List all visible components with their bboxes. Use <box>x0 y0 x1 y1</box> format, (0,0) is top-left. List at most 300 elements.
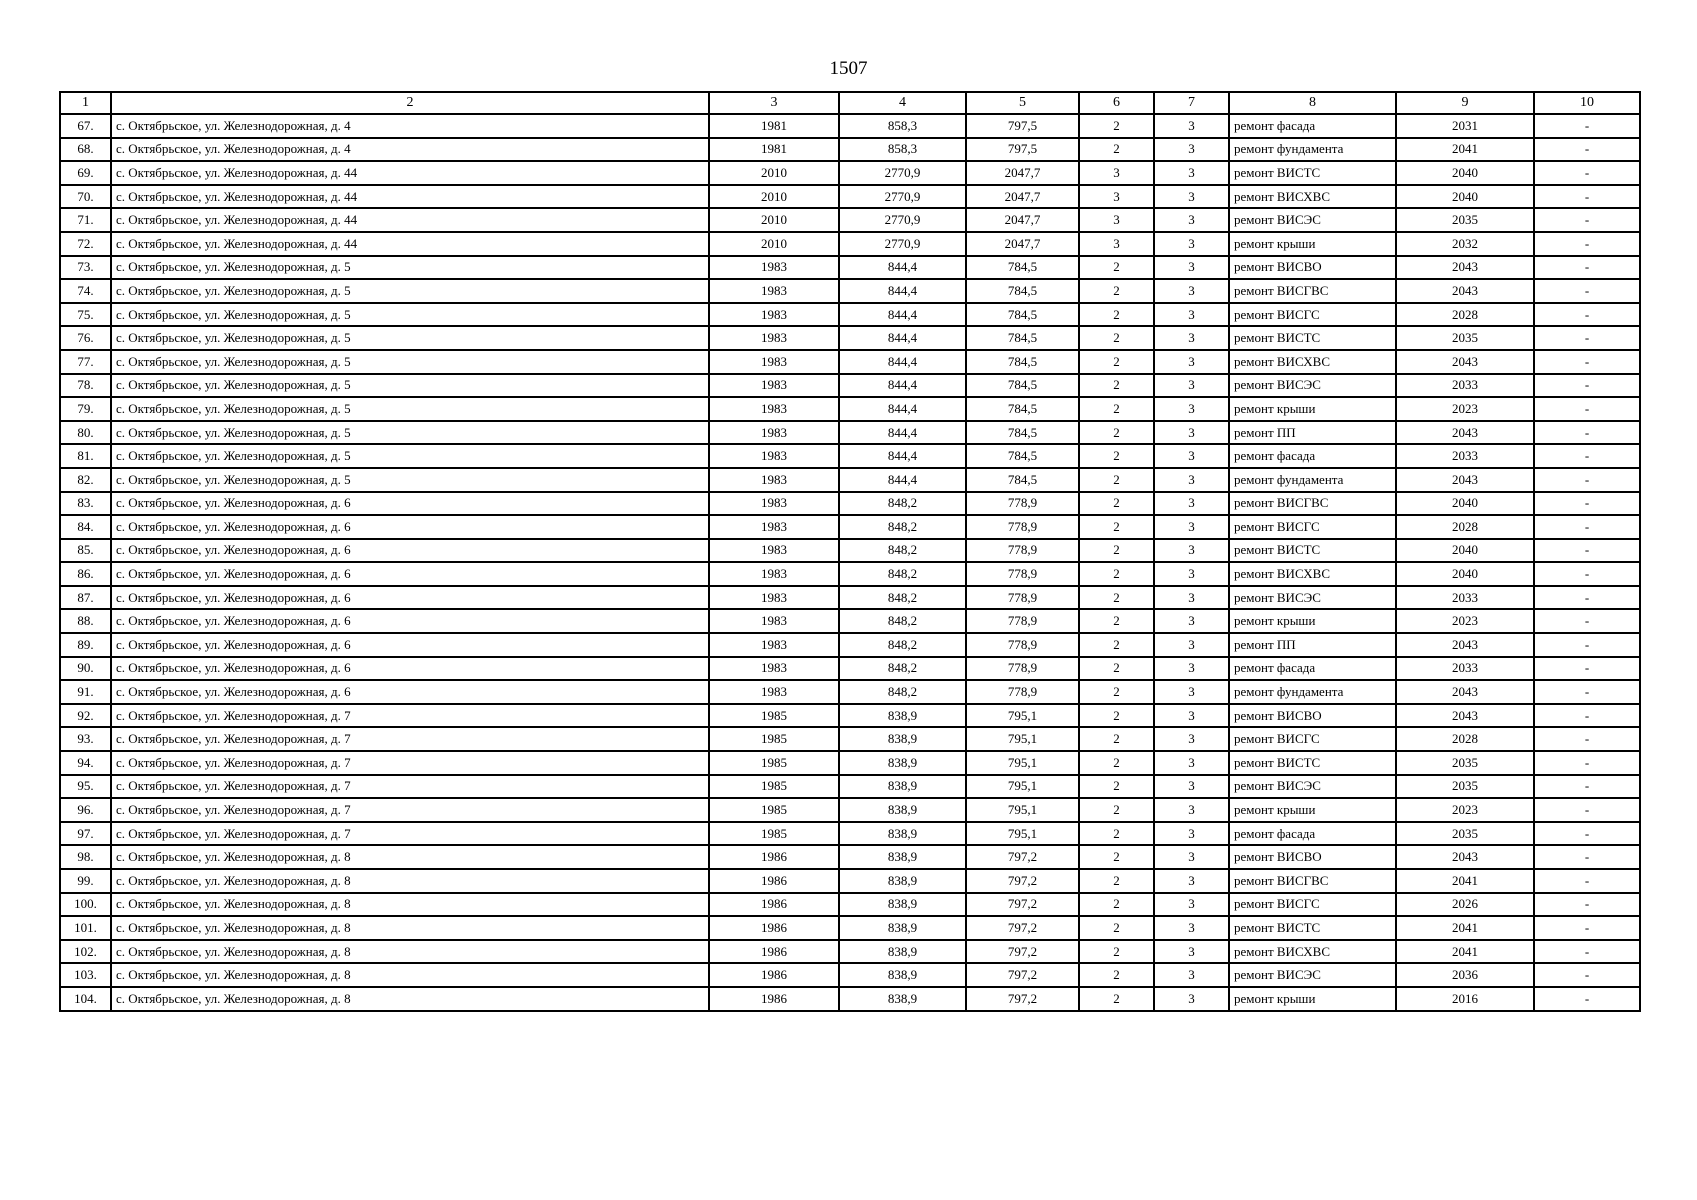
row-number-cell: 104. <box>60 987 111 1011</box>
col10-cell: - <box>1534 680 1640 704</box>
floors-cell: 2 <box>1079 657 1154 681</box>
floors-cell: 2 <box>1079 916 1154 940</box>
floors-cell: 2 <box>1079 869 1154 893</box>
planned-year-cell: 2043 <box>1396 350 1534 374</box>
floors-cell: 2 <box>1079 775 1154 799</box>
total-area-cell: 844,4 <box>839 303 966 327</box>
table-row <box>60 492 1640 516</box>
planned-year-cell: 2026 <box>1396 893 1534 917</box>
col10-cell: - <box>1534 751 1640 775</box>
planned-year-cell: 2040 <box>1396 492 1534 516</box>
row-number-cell: 75. <box>60 303 111 327</box>
column-header-2: 2 <box>111 92 709 114</box>
address-cell: с. Октябрьское, ул. Железнодорожная, д. 5 <box>111 350 709 374</box>
column-header-3: 3 <box>709 92 839 114</box>
table-row <box>60 586 1640 610</box>
col7-cell: 3 <box>1154 609 1229 633</box>
work-type-cell: ремонт крыши <box>1229 798 1396 822</box>
work-type-cell: ремонт ВИСТС <box>1229 751 1396 775</box>
address-cell: с. Октябрьское, ул. Железнодорожная, д. 7 <box>111 704 709 728</box>
row-number-cell: 98. <box>60 845 111 869</box>
total-area-cell: 838,9 <box>839 704 966 728</box>
address-cell: с. Октябрьское, ул. Железнодорожная, д. 7 <box>111 727 709 751</box>
planned-year-cell: 2035 <box>1396 751 1534 775</box>
table-row <box>60 609 1640 633</box>
living-area-cell: 784,5 <box>966 444 1079 468</box>
living-area-cell: 778,9 <box>966 562 1079 586</box>
col7-cell: 3 <box>1154 586 1229 610</box>
total-area-cell: 844,4 <box>839 256 966 280</box>
planned-year-cell: 2043 <box>1396 680 1534 704</box>
work-type-cell: ремонт крыши <box>1229 397 1396 421</box>
planned-year-cell: 2033 <box>1396 444 1534 468</box>
col10-cell: - <box>1534 138 1640 162</box>
col10-cell: - <box>1534 515 1640 539</box>
table-row <box>60 727 1640 751</box>
address-cell: с. Октябрьское, ул. Железнодорожная, д. 7 <box>111 775 709 799</box>
work-type-cell: ремонт ПП <box>1229 421 1396 445</box>
row-number-cell: 92. <box>60 704 111 728</box>
floors-cell: 2 <box>1079 680 1154 704</box>
planned-year-cell: 2040 <box>1396 562 1534 586</box>
planned-year-cell: 2035 <box>1396 822 1534 846</box>
row-number-cell: 70. <box>60 185 111 209</box>
year-cell: 1985 <box>709 751 839 775</box>
year-cell: 1981 <box>709 114 839 138</box>
year-cell: 1983 <box>709 633 839 657</box>
col10-cell: - <box>1534 987 1640 1011</box>
col10-cell: - <box>1534 940 1640 964</box>
col7-cell: 3 <box>1154 893 1229 917</box>
table-row <box>60 869 1640 893</box>
planned-year-cell: 2043 <box>1396 279 1534 303</box>
column-header-5: 5 <box>966 92 1079 114</box>
year-cell: 1983 <box>709 680 839 704</box>
total-area-cell: 838,9 <box>839 963 966 987</box>
work-type-cell: ремонт ВИСЭС <box>1229 374 1396 398</box>
work-type-cell: ремонт ВИСЭС <box>1229 586 1396 610</box>
year-cell: 1986 <box>709 916 839 940</box>
row-number-cell: 89. <box>60 633 111 657</box>
row-number-cell: 77. <box>60 350 111 374</box>
living-area-cell: 778,9 <box>966 539 1079 563</box>
planned-year-cell: 2028 <box>1396 303 1534 327</box>
living-area-cell: 778,9 <box>966 492 1079 516</box>
planned-year-cell: 2032 <box>1396 232 1534 256</box>
table-row <box>60 562 1640 586</box>
col7-cell: 3 <box>1154 492 1229 516</box>
year-cell: 1983 <box>709 279 839 303</box>
total-area-cell: 848,2 <box>839 586 966 610</box>
col10-cell: - <box>1534 303 1640 327</box>
col10-cell: - <box>1534 916 1640 940</box>
year-cell: 1983 <box>709 492 839 516</box>
row-number-cell: 74. <box>60 279 111 303</box>
col10-cell: - <box>1534 492 1640 516</box>
row-number-cell: 93. <box>60 727 111 751</box>
living-area-cell: 797,2 <box>966 987 1079 1011</box>
year-cell: 2010 <box>709 185 839 209</box>
col7-cell: 3 <box>1154 114 1229 138</box>
row-number-cell: 87. <box>60 586 111 610</box>
col10-cell: - <box>1534 374 1640 398</box>
row-number-cell: 95. <box>60 775 111 799</box>
year-cell: 1985 <box>709 798 839 822</box>
col10-cell: - <box>1534 586 1640 610</box>
total-area-cell: 2770,9 <box>839 232 966 256</box>
col7-cell: 3 <box>1154 869 1229 893</box>
floors-cell: 3 <box>1079 161 1154 185</box>
table-row <box>60 421 1640 445</box>
table-row <box>60 845 1640 869</box>
row-number-cell: 76. <box>60 326 111 350</box>
table-body <box>60 114 1640 1011</box>
year-cell: 1986 <box>709 987 839 1011</box>
row-number-cell: 82. <box>60 468 111 492</box>
floors-cell: 2 <box>1079 421 1154 445</box>
year-cell: 1983 <box>709 374 839 398</box>
address-cell: с. Октябрьское, ул. Железнодорожная, д. 8 <box>111 893 709 917</box>
floors-cell: 2 <box>1079 586 1154 610</box>
living-area-cell: 797,5 <box>966 114 1079 138</box>
table-row <box>60 303 1640 327</box>
floors-cell: 2 <box>1079 798 1154 822</box>
year-cell: 2010 <box>709 232 839 256</box>
table-row <box>60 657 1640 681</box>
planned-year-cell: 2043 <box>1396 704 1534 728</box>
col10-cell: - <box>1534 350 1640 374</box>
floors-cell: 2 <box>1079 350 1154 374</box>
address-cell: с. Октябрьское, ул. Железнодорожная, д. 5 <box>111 397 709 421</box>
floors-cell: 2 <box>1079 374 1154 398</box>
total-area-cell: 2770,9 <box>839 208 966 232</box>
col10-cell: - <box>1534 232 1640 256</box>
address-cell: с. Октябрьское, ул. Железнодорожная, д. 5 <box>111 468 709 492</box>
row-number-cell: 71. <box>60 208 111 232</box>
address-cell: с. Октябрьское, ул. Железнодорожная, д. 5 <box>111 326 709 350</box>
living-area-cell: 784,5 <box>966 326 1079 350</box>
table-header-row <box>60 92 1640 114</box>
table-row <box>60 256 1640 280</box>
planned-year-cell: 2033 <box>1396 374 1534 398</box>
address-cell: с. Октябрьское, ул. Железнодорожная, д. 6 <box>111 515 709 539</box>
address-cell: с. Октябрьское, ул. Железнодорожная, д. 44 <box>111 185 709 209</box>
planned-year-cell: 2028 <box>1396 727 1534 751</box>
table-row <box>60 680 1640 704</box>
row-number-cell: 68. <box>60 138 111 162</box>
planned-year-cell: 2041 <box>1396 916 1534 940</box>
row-number-cell: 103. <box>60 963 111 987</box>
living-area-cell: 784,5 <box>966 421 1079 445</box>
table-row <box>60 397 1640 421</box>
row-number-cell: 67. <box>60 114 111 138</box>
work-type-cell: ремонт ВИСГС <box>1229 303 1396 327</box>
table-row <box>60 798 1640 822</box>
floors-cell: 2 <box>1079 727 1154 751</box>
work-type-cell: ремонт ВИСЭС <box>1229 208 1396 232</box>
table-row <box>60 114 1640 138</box>
col7-cell: 3 <box>1154 374 1229 398</box>
planned-year-cell: 2041 <box>1396 138 1534 162</box>
table-row <box>60 539 1640 563</box>
total-area-cell: 848,2 <box>839 657 966 681</box>
living-area-cell: 795,1 <box>966 775 1079 799</box>
planned-year-cell: 2040 <box>1396 539 1534 563</box>
table-row <box>60 185 1640 209</box>
year-cell: 1986 <box>709 940 839 964</box>
col7-cell: 3 <box>1154 845 1229 869</box>
col10-cell: - <box>1534 963 1640 987</box>
work-type-cell: ремонт ВИСВО <box>1229 845 1396 869</box>
year-cell: 2010 <box>709 208 839 232</box>
year-cell: 1983 <box>709 539 839 563</box>
total-area-cell: 844,4 <box>839 279 966 303</box>
year-cell: 1981 <box>709 138 839 162</box>
planned-year-cell: 2023 <box>1396 798 1534 822</box>
col10-cell: - <box>1534 845 1640 869</box>
address-cell: с. Октябрьское, ул. Железнодорожная, д. 5 <box>111 421 709 445</box>
living-area-cell: 778,9 <box>966 515 1079 539</box>
year-cell: 1983 <box>709 657 839 681</box>
address-cell: с. Октябрьское, ул. Железнодорожная, д. 6 <box>111 680 709 704</box>
col7-cell: 3 <box>1154 798 1229 822</box>
floors-cell: 2 <box>1079 279 1154 303</box>
floors-cell: 2 <box>1079 468 1154 492</box>
planned-year-cell: 2035 <box>1396 208 1534 232</box>
floors-cell: 2 <box>1079 326 1154 350</box>
total-area-cell: 838,9 <box>839 822 966 846</box>
table-row <box>60 751 1640 775</box>
column-header-9: 9 <box>1396 92 1534 114</box>
address-cell: с. Октябрьское, ул. Железнодорожная, д. 6 <box>111 539 709 563</box>
total-area-cell: 848,2 <box>839 562 966 586</box>
row-number-cell: 78. <box>60 374 111 398</box>
col7-cell: 3 <box>1154 185 1229 209</box>
living-area-cell: 778,9 <box>966 633 1079 657</box>
col7-cell: 3 <box>1154 751 1229 775</box>
floors-cell: 2 <box>1079 397 1154 421</box>
planned-year-cell: 2040 <box>1396 185 1534 209</box>
col7-cell: 3 <box>1154 539 1229 563</box>
col10-cell: - <box>1534 609 1640 633</box>
col10-cell: - <box>1534 869 1640 893</box>
address-cell: с. Октябрьское, ул. Железнодорожная, д. 44 <box>111 161 709 185</box>
col7-cell: 3 <box>1154 963 1229 987</box>
year-cell: 1983 <box>709 609 839 633</box>
work-type-cell: ремонт ВИСГВС <box>1229 869 1396 893</box>
living-area-cell: 784,5 <box>966 256 1079 280</box>
living-area-cell: 778,9 <box>966 657 1079 681</box>
living-area-cell: 795,1 <box>966 727 1079 751</box>
work-type-cell: ремонт крыши <box>1229 987 1396 1011</box>
total-area-cell: 838,9 <box>839 869 966 893</box>
col7-cell: 3 <box>1154 326 1229 350</box>
total-area-cell: 848,2 <box>839 539 966 563</box>
col10-cell: - <box>1534 633 1640 657</box>
table-row <box>60 515 1640 539</box>
row-number-cell: 99. <box>60 869 111 893</box>
page-number: 1507 <box>829 58 868 79</box>
table-row <box>60 444 1640 468</box>
work-type-cell: ремонт крыши <box>1229 232 1396 256</box>
address-cell: с. Октябрьское, ул. Железнодорожная, д. 44 <box>111 208 709 232</box>
col7-cell: 3 <box>1154 397 1229 421</box>
col7-cell: 3 <box>1154 138 1229 162</box>
row-number-cell: 100. <box>60 893 111 917</box>
col7-cell: 3 <box>1154 421 1229 445</box>
year-cell: 1983 <box>709 303 839 327</box>
planned-year-cell: 2043 <box>1396 633 1534 657</box>
total-area-cell: 844,4 <box>839 326 966 350</box>
planned-year-cell: 2035 <box>1396 775 1534 799</box>
planned-year-cell: 2043 <box>1396 845 1534 869</box>
year-cell: 1983 <box>709 444 839 468</box>
total-area-cell: 858,3 <box>839 114 966 138</box>
planned-year-cell: 2040 <box>1396 161 1534 185</box>
row-number-cell: 84. <box>60 515 111 539</box>
planned-year-cell: 2016 <box>1396 987 1534 1011</box>
address-cell: с. Октябрьское, ул. Железнодорожная, д. 4 <box>111 114 709 138</box>
work-type-cell: ремонт фасада <box>1229 822 1396 846</box>
living-area-cell: 795,1 <box>966 798 1079 822</box>
floors-cell: 3 <box>1079 185 1154 209</box>
total-area-cell: 838,9 <box>839 775 966 799</box>
living-area-cell: 778,9 <box>966 609 1079 633</box>
address-cell: с. Октябрьское, ул. Железнодорожная, д. 8 <box>111 845 709 869</box>
address-cell: с. Октябрьское, ул. Железнодорожная, д. 4 <box>111 138 709 162</box>
col7-cell: 3 <box>1154 916 1229 940</box>
planned-year-cell: 2041 <box>1396 940 1534 964</box>
floors-cell: 2 <box>1079 444 1154 468</box>
table-row <box>60 138 1640 162</box>
col10-cell: - <box>1534 421 1640 445</box>
address-cell: с. Октябрьское, ул. Железнодорожная, д. 44 <box>111 232 709 256</box>
table-row <box>60 704 1640 728</box>
floors-cell: 2 <box>1079 138 1154 162</box>
floors-cell: 2 <box>1079 751 1154 775</box>
table-row <box>60 940 1640 964</box>
address-cell: с. Октябрьское, ул. Железнодорожная, д. 5 <box>111 279 709 303</box>
col7-cell: 3 <box>1154 303 1229 327</box>
col10-cell: - <box>1534 397 1640 421</box>
work-type-cell: ремонт ВИСВО <box>1229 704 1396 728</box>
address-cell: с. Октябрьское, ул. Железнодорожная, д. 8 <box>111 987 709 1011</box>
table-row <box>60 208 1640 232</box>
total-area-cell: 848,2 <box>839 680 966 704</box>
work-type-cell: ремонт ПП <box>1229 633 1396 657</box>
address-cell: с. Октябрьское, ул. Железнодорожная, д. 5 <box>111 374 709 398</box>
living-area-cell: 795,1 <box>966 751 1079 775</box>
table-row <box>60 326 1640 350</box>
planned-year-cell: 2043 <box>1396 256 1534 280</box>
total-area-cell: 838,9 <box>839 893 966 917</box>
year-cell: 1986 <box>709 845 839 869</box>
col7-cell: 3 <box>1154 232 1229 256</box>
address-cell: с. Октябрьское, ул. Железнодорожная, д. 5 <box>111 444 709 468</box>
col10-cell: - <box>1534 798 1640 822</box>
table-row <box>60 775 1640 799</box>
total-area-cell: 848,2 <box>839 492 966 516</box>
floors-cell: 2 <box>1079 303 1154 327</box>
work-type-cell: ремонт ВИСЭС <box>1229 963 1396 987</box>
row-number-cell: 81. <box>60 444 111 468</box>
floors-cell: 2 <box>1079 822 1154 846</box>
total-area-cell: 844,4 <box>839 468 966 492</box>
living-area-cell: 778,9 <box>966 586 1079 610</box>
row-number-cell: 72. <box>60 232 111 256</box>
col7-cell: 3 <box>1154 256 1229 280</box>
address-cell: с. Октябрьское, ул. Железнодорожная, д. 7 <box>111 822 709 846</box>
address-cell: с. Октябрьское, ул. Железнодорожная, д. 5 <box>111 303 709 327</box>
floors-cell: 2 <box>1079 114 1154 138</box>
floors-cell: 2 <box>1079 633 1154 657</box>
col10-cell: - <box>1534 185 1640 209</box>
col10-cell: - <box>1534 279 1640 303</box>
table-row <box>60 633 1640 657</box>
col7-cell: 3 <box>1154 987 1229 1011</box>
col7-cell: 3 <box>1154 940 1229 964</box>
table-row <box>60 279 1640 303</box>
col10-cell: - <box>1534 775 1640 799</box>
row-number-cell: 86. <box>60 562 111 586</box>
floors-cell: 3 <box>1079 232 1154 256</box>
address-cell: с. Октябрьское, ул. Железнодорожная, д. 8 <box>111 963 709 987</box>
address-cell: с. Октябрьское, ул. Железнодорожная, д. 6 <box>111 586 709 610</box>
work-type-cell: ремонт ВИСГС <box>1229 893 1396 917</box>
floors-cell: 2 <box>1079 539 1154 563</box>
living-area-cell: 795,1 <box>966 704 1079 728</box>
year-cell: 1983 <box>709 586 839 610</box>
work-type-cell: ремонт ВИСХВС <box>1229 185 1396 209</box>
living-area-cell: 797,2 <box>966 845 1079 869</box>
row-number-cell: 80. <box>60 421 111 445</box>
total-area-cell: 858,3 <box>839 138 966 162</box>
year-cell: 1983 <box>709 562 839 586</box>
col10-cell: - <box>1534 326 1640 350</box>
table-row <box>60 916 1640 940</box>
total-area-cell: 2770,9 <box>839 185 966 209</box>
year-cell: 1983 <box>709 256 839 280</box>
address-cell: с. Октябрьское, ул. Железнодорожная, д. 8 <box>111 940 709 964</box>
col7-cell: 3 <box>1154 350 1229 374</box>
total-area-cell: 844,4 <box>839 397 966 421</box>
address-cell: с. Октябрьское, ул. Железнодорожная, д. 6 <box>111 562 709 586</box>
col7-cell: 3 <box>1154 680 1229 704</box>
work-type-cell: ремонт фундамента <box>1229 680 1396 704</box>
table-row <box>60 893 1640 917</box>
col7-cell: 3 <box>1154 468 1229 492</box>
floors-cell: 2 <box>1079 515 1154 539</box>
planned-year-cell: 2023 <box>1396 609 1534 633</box>
year-cell: 2010 <box>709 161 839 185</box>
floors-cell: 3 <box>1079 208 1154 232</box>
address-cell: с. Октябрьское, ул. Железнодорожная, д. 5 <box>111 256 709 280</box>
repair-schedule-table <box>59 91 1641 1012</box>
living-area-cell: 797,2 <box>966 963 1079 987</box>
total-area-cell: 844,4 <box>839 350 966 374</box>
total-area-cell: 844,4 <box>839 374 966 398</box>
planned-year-cell: 2023 <box>1396 397 1534 421</box>
column-header-6: 6 <box>1079 92 1154 114</box>
floors-cell: 2 <box>1079 845 1154 869</box>
work-type-cell: ремонт ВИСГС <box>1229 727 1396 751</box>
col10-cell: - <box>1534 468 1640 492</box>
living-area-cell: 2047,7 <box>966 185 1079 209</box>
work-type-cell: ремонт ВИСХВС <box>1229 350 1396 374</box>
living-area-cell: 784,5 <box>966 279 1079 303</box>
address-cell: с. Октябрьское, ул. Железнодорожная, д. 8 <box>111 869 709 893</box>
address-cell: с. Октябрьское, ул. Железнодорожная, д. 6 <box>111 657 709 681</box>
